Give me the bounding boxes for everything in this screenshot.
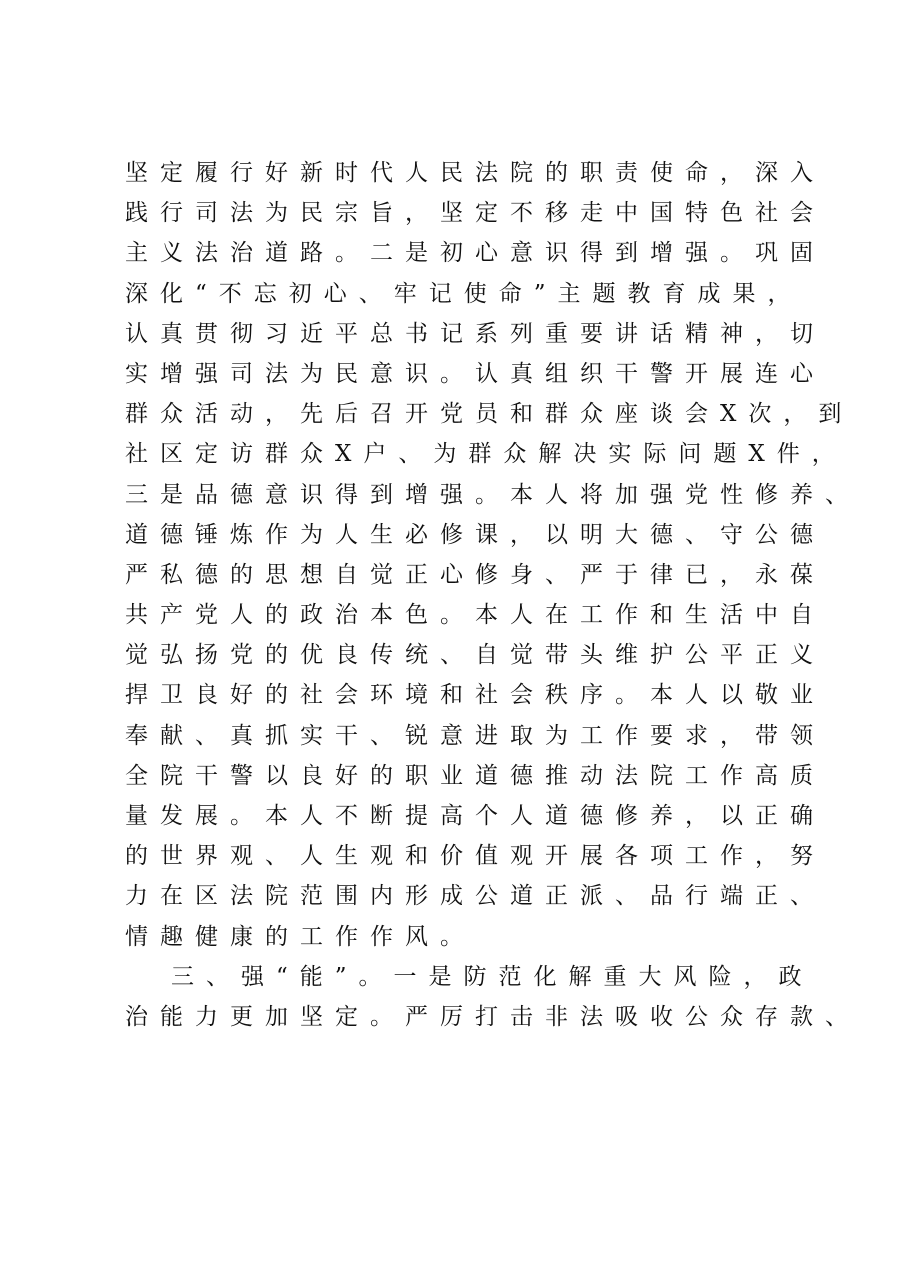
text-line: 社区定访群众X户、为群众解决实际问题X件， — [125, 441, 847, 468]
text-line: 主义法治道路。二是初心意识得到增强。巩固 — [125, 240, 825, 267]
text-line: 道德锤炼作为人生必修课，以明大德、守公德 — [125, 521, 825, 548]
text-line: 群众活动，先后召开党员和群众座谈会X次，到 — [125, 401, 854, 428]
text-line: 认真贯彻习近平总书记系列重要讲话精神，切 — [125, 320, 825, 347]
text-line: 的世界观、人生观和价值观开展各项工作，努 — [125, 843, 825, 870]
text-line: 深化“不忘初心、牢记使命”主题教育成果， — [125, 280, 803, 307]
text-line: 实增强司法为民意识。认真组织干警开展连心 — [125, 360, 825, 387]
text-line: 力在区法院范围内形成公道正派、品行端正、 — [125, 883, 825, 910]
section-heading-line: 三、强“能”。一是防范化解重大风险，政 — [171, 963, 814, 990]
text-line: 三是品德意识得到增强。本人将加强党性修养、 — [125, 481, 860, 508]
text-line: 践行司法为民宗旨，坚定不移走中国特色社会 — [125, 200, 825, 227]
text-line: 共产党人的政治本色。本人在工作和生活中自 — [125, 602, 825, 629]
text-line: 觉弘扬党的优良传统、自觉带头维护公平正义 — [125, 642, 825, 669]
body-text — [125, 153, 860, 1037]
text-line: 量发展。本人不断提高个人道德修养，以正确 — [125, 803, 825, 829]
text-line: 奉献、真抓实干、锐意进取为工作要求，带领 — [125, 722, 825, 749]
text-line: 捍卫良好的社会环境和社会秩序。本人以敬业 — [125, 682, 825, 709]
text-line: 全院干警以良好的职业道德推动法院工作高质 — [125, 762, 825, 789]
text-line: 治能力更加坚定。严厉打击非法吸收公众存款、 — [125, 1003, 860, 1030]
text-line: 坚定履行好新时代人民法院的职责使命，深入 — [125, 160, 825, 186]
text-line: 情趣健康的工作作风。 — [125, 923, 475, 950]
text-line: 严私德的思想自觉正心修身、严于律已，永葆 — [125, 561, 825, 588]
